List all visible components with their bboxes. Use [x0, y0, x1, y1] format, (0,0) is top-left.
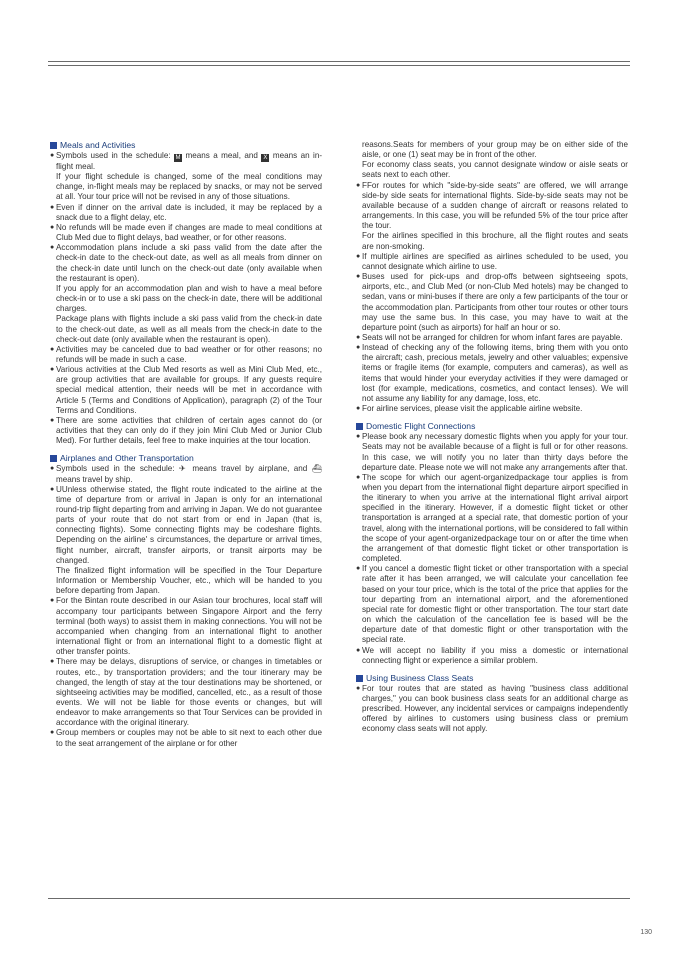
bullet-icon: ●: [356, 405, 361, 413]
bullet-icon: ●: [50, 597, 55, 605]
paragraph: For the airlines specified in this brochure, all the flight routes and seats are non-smoking.: [362, 231, 628, 251]
bullet-icon: ●: [50, 485, 55, 493]
page-number: 130: [640, 929, 652, 936]
section-heading-domestic: Domestic Flight Connections: [356, 421, 628, 432]
bullet-icon: ●: [50, 366, 55, 374]
bullet-icon: ●: [50, 658, 55, 666]
list-item: ● Seats will not be arranged for children for whom infant fares are payable.: [356, 332, 623, 342]
list-item: ● Accommodation plans include a ski pass valid from the date after the check-in date to the check-out date, as well as all meals from dinner on the check-in date until lunch on the check-out date (only available when the restaurant is open).: [50, 243, 322, 283]
airplane-icon: ✈: [178, 464, 188, 474]
heading-square-icon: [356, 675, 363, 682]
left-column: [50, 140, 322, 749]
bottom-rule: [48, 898, 630, 899]
inflight-meal-icon: X: [263, 155, 268, 161]
list-item: ● Instead of checking any of the following items, bring them with you onto the aircraft; cash, precious metals, jewelry and other valuables; expensive items or fragile items (for example, computers and cameras), as well as items that would hinder your everyday activities if they were damaged or lost (for example, medications, cosmetics, and contact lenses). We will not assume any liability for any damage, loss, etc.: [356, 343, 628, 403]
paragraph: reasons.Seats for members of your group may be on either side of the aisle, or one (1) seat may be in front of the other.: [362, 140, 628, 160]
list-item: ● There may be delays, disruptions of service, or changes in timetables or routes, etc., by transportation providers; and the tour itinerary may be changed, the length of stay at the tour destinations may be shortened, or sightseeing activities may be modified, cancelled, etc., as a result of those events. We will not be liable for those events or changes, but will endeavor to make arrangements so that Tour Services can be provided in accordance with the original itinerary.: [50, 657, 322, 728]
top-rule-1: [48, 61, 630, 62]
list-item: ● For the Bintan route described in our Asian tour brochures, local staff will accompany tour participants between Singapore Airport and the ferry terminal (both ways) to assist them in making connections. You will not be accompanied when changing from an international flight to another international flight or from an international flight to a domestic flight at other transfer points.: [50, 596, 322, 657]
list-item: ● Activities may be canceled due to bad weather or for other reasons; no refunds will be made in such a case.: [50, 344, 322, 364]
paragraph: For economy class seats, you cannot designate window or aisle seats or seats next to each other.: [362, 160, 628, 180]
list-item: ● Symbols used in the schedule: M means a meal, and X means an in-flight meal.: [50, 151, 323, 171]
bullet-icon: ●: [50, 416, 55, 424]
top-rule-2: [48, 65, 630, 66]
heading-square-icon: [50, 142, 57, 149]
heading-square-icon: [50, 455, 57, 462]
list-item: ● No refunds will be made even if changes are made to meal conditions at Club Med due to flight delays, bad weather, or for other reasons.: [50, 222, 322, 243]
bullet-icon: ●: [50, 152, 55, 159]
list-item: ● FFor routes for which "side-by-side seats" are offered, we will arrange side-by side seats for international flights. Side-by-side seats may not be available because of a sudden change of aircraft or reasons related to arrangements. In this case, you will be refunded 5% of the tour price after the tour.: [356, 180, 628, 231]
list-item: ● Symbols used in the schedule: ✈ means travel by airplane, and ⛴ means travel by ship.: [50, 464, 323, 484]
bullet-icon: ●: [356, 252, 361, 260]
heading-square-icon: [356, 423, 363, 430]
bullet-icon: ●: [356, 181, 361, 189]
list-item: ● If you cancel a domestic flight ticket or other transportation with a special rate after it has been arranged, we will calculate your cancellation fee based on your tour price, which is the total of the price that applies for the tour departing from an international airport, and the aforementioned special rate for domestic flight or other transportation. The tour start date on which the calculation of the cancellation fee is based will be the departure date of that domestic flight or other transportation with the special rate.: [356, 564, 628, 645]
bullet-icon: ●: [356, 433, 361, 441]
list-item: ● Even if dinner on the arrival date is included, it may be replaced by a snack due to a flight delay, etc.: [50, 202, 322, 222]
bullet-icon: ●: [356, 333, 361, 341]
meal-icon: M: [175, 155, 181, 161]
bullet-icon: ●: [356, 646, 361, 654]
paragraph: If you apply for an accommodation plan and wish to have a meal before check-in or to use a ski pass on the check-in date, there will be additional charges.: [56, 283, 322, 314]
section-heading-meals: Meals and Activities: [50, 140, 322, 151]
list-item: ● Various activities at the Club Med resorts as well as Mini Club Med, etc., are group activities that are available for groups. If any guests require special medical attention, their needs will be met in accordance with Article 5 (Terms and Conditions of Application), paragraph (2) of the Tour Terms and Conditions.: [50, 365, 322, 415]
bullet-icon: ●: [50, 244, 55, 252]
bullet-icon: ●: [356, 565, 361, 573]
list-item: ● For airline services, please visit the applicable airline website.: [356, 404, 583, 414]
ship-icon: ⛴: [311, 464, 323, 474]
right-column: [356, 140, 628, 735]
section-heading-business: Using Business Class Seats: [356, 673, 628, 684]
bullet-icon: ●: [50, 223, 55, 231]
list-item: ● If multiple airlines are specified as airlines scheduled to be used, you cannot designate which airline to use.: [356, 251, 628, 271]
list-item: ● Please book any necessary domestic flights when you apply for your tour. Seats may not be available because of a flight is full or for other reasons. In this case, we will notify you no later than thirty days before the departure date. Please note we will not make any arrangements after that.: [356, 432, 628, 472]
bullet-icon: ●: [356, 684, 361, 692]
bullet-icon: ●: [50, 203, 55, 211]
bullet-icon: ●: [356, 344, 361, 352]
list-item: ● UUnless otherwise stated, the flight route indicated to the airline at the time of departure from or arrival in Japan is only for an international round-trip flight departing from and arriving in Japan. We do not guarantee parts of your route that do not start from or end in Japan (that is, connecting flights). Some connecting flights may be codeshare flights. Depending on the airline' s circumstances, the departure or arrival times, flight number, aircraft, transfer airports, or transit airports may be changed.: [50, 484, 322, 565]
list-item: ● Buses used for pick-ups and drop-offs between sightseeing spots, airports, etc., and Club Med (or non-Club Med hotels) may be changed to sedan, vans or mini-buses if there are only a few participants of the tour or the accommodation plan. Participants from other tour routes or other tours may use the same bus. In this case, you may have to wait at the departure point (such as airports) for half an hour or so.: [356, 272, 628, 332]
bullet-icon: ●: [50, 729, 55, 737]
bullet-icon: ●: [356, 473, 361, 481]
list-item: ● For tour routes that are stated as having "business class additional charges," you can book business class seats for an additional charge as prescribed. However, any incidental services or campaigns independently offered by airlines to customers using business class or premium economy class seats will not apply.: [356, 683, 628, 734]
bullet-icon: ●: [50, 345, 55, 353]
bullet-icon: ●: [356, 273, 361, 281]
list-item: ● There are some activities that children of certain ages cannot do (or activities that they can only do if they join Mini Club Med or Junior Club Med). For further details, feel free to make inquiries at the tour location.: [50, 415, 322, 446]
bullet-icon: ●: [50, 465, 55, 473]
list-item: ● We will accept no liability if you miss a domestic or international connecting flight or experience a similar problem.: [356, 645, 628, 665]
list-item: ● The scope for which our agent-organizedpackage tour applies is from when you depart from the international flight departure airport specified in the itinerary to when you arrive at the international flight arrival airport specified in the itinerary. However, if a domestic flight ticket or other transportation is arranged at a special rate, that domestic portion of your travel, along with the international portions, will be considered to fall within the scope of your agent-organizedpackage tour on or after the time when the arrangement of that domestic flight ticket or other transportation is completed.: [356, 472, 628, 564]
paragraph: The finalized flight information will be specified in the Tour Departure Information or Membership Voucher, etc., which will be handed to you before departing from Japan.: [56, 565, 322, 596]
paragraph: If your flight schedule is changed, some of the meal conditions may change, in-flight meals may be replaced by snacks, or may not be served at all. Your tour price will not be revised in any of those situations.: [56, 172, 322, 202]
paragraph: Package plans with flights include a ski pass valid from the check-in date to the check-out date, as well as all meals from the check-in date to the check-out date (only available when the restaurant is open).: [56, 314, 322, 344]
list-item: ● Group members or couples may not be able to sit next to each other due to the seat arrangement of the airplane or for other: [50, 728, 322, 748]
section-heading-airplanes: Airplanes and Other Transportation: [50, 453, 322, 464]
